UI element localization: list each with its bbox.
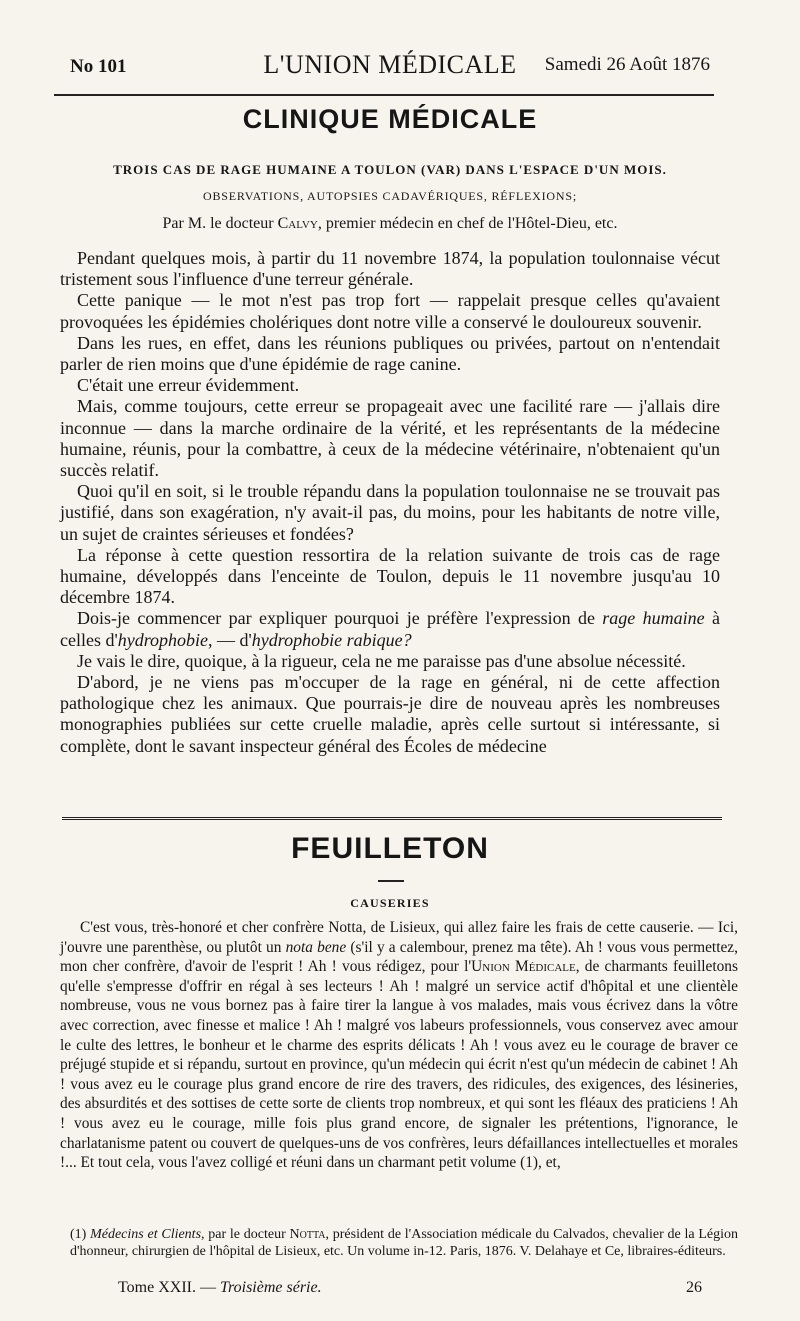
- tome-label: Tome XXII. —: [118, 1279, 220, 1296]
- paragraph: [60, 608, 720, 650]
- paragraph: C'était une erreur évidemment.: [77, 375, 300, 396]
- paragraph: Je vais le dire, quoique, à la rigueur, cela ne me paraisse pas d'une absolue nécessité.: [77, 650, 686, 671]
- author-name: Notta: [289, 1227, 326, 1242]
- footnote-text: [70, 1226, 738, 1260]
- article-subtitle: OBSERVATIONS, AUTOPSIES CADAVÉRIQUES, RÉFLEXIONS;: [203, 189, 577, 203]
- series-label: Troisième série.: [219, 1279, 322, 1296]
- volume-info: [118, 1279, 322, 1297]
- book-title: Médecins et Clients: [90, 1227, 202, 1242]
- italic-term: rage humaine: [602, 608, 705, 629]
- footnote-marker: (1): [70, 1227, 91, 1242]
- text-run: à celles d': [60, 608, 720, 650]
- byline-prefix: Par M. le docteur: [162, 215, 278, 232]
- page-number: 26: [686, 1279, 702, 1296]
- paragraph: D'abord, je ne viens pas m'occuper de la rage en général, ni de cette affection pathologique chez les animaux. Que pourrais-je dire de nouveau après les nombreuses monographies publiées sur cette cruelle maladie, après celle surtout si intéressante, si complète, dont le savant inspecteur général des Écoles de médecine: [60, 672, 720, 756]
- text-run: , par le docteur: [201, 1227, 290, 1242]
- feuilleton-body: [60, 918, 738, 1173]
- title-dash: [378, 880, 404, 882]
- paragraph: La réponse à cette question ressortira de la relation suivante de trois cas de rage humaine, développés dans l'enceinte de Toulon, depuis le 11 novembre jusqu'au 10 décembre 1874.: [60, 544, 720, 608]
- paragraph: Dans les rues, en effet, dans les réunions publiques ou privées, partout on n'entendait parler de rien moins que d'une épidémie de rage canine.: [60, 332, 720, 375]
- paragraph: Cette panique — le mot n'est pas trop fort — rappelait presque celles qu'avaient provoquées les épidémies cholériques dont notre ville a conservé le douloureux souvenir.: [60, 290, 720, 332]
- text-run: , président de l'Association médicale du Calvados, chevalier de la Légion d'honneur, chirurgien de l'hôpital de Lisieux, etc. Un volume in-12. Paris, 1876. V. Delahaye et Ce, libraires-éditeurs.: [70, 1227, 738, 1259]
- section-title: CLINIQUE MÉDICALE: [242, 104, 538, 134]
- text-run: , — d': [208, 629, 252, 650]
- journal-title: L'UNION MÉDICALE: [263, 50, 517, 79]
- feuilleton-title: FEUILLETON: [291, 832, 489, 865]
- feuilleton-rule: [62, 817, 722, 821]
- article-byline: [60, 215, 720, 233]
- text-run: , de charmants feuilletons qu'elle s'empresse d'offrir en régal à ses lecteurs ! Ah ! malgré un service actif d'hôpital et une clientèle nombreuse, vous ne vous bornez pas à faire tirer la langue à vos malades, mais vous écrivez dans la vôtre avec correction, avec finesse et malice ! Ah ! malgré vos labeurs professionnels, vous conservez avec amour le culte des lettres, le bonheur et le charme des esprits délicats ! Ah ! vous avez eu le courage de braver ce préjugé stupide et si répandu, surtout en province, qu'un médecin qui écrit n'est qu'un médecin de cabinet ! Ah ! vous avez eu le courage plus grand encore de rire des travers, des ridicules, des exigences, des lésineries, des absurdités et des sottises de cette sorte de clients trop nombreux, et qui sont les fléaux des praticiens ! Ah ! vous avez eu le courage, mille fois plus grand encore, de signaler les prétentions, l'ignorance, le charlatanisme patent ou couvert de quelques-uns de vos confrères, leurs défaillances intellectuelles et morales !... Et tout cela, vous l'avez colligé et réuni dans un charmant petit volume (1), et,: [60, 958, 738, 1172]
- page-header: [70, 50, 710, 86]
- text-run: Dois-je commencer par expliquer pourquoi je préfère l'expression de: [77, 608, 603, 629]
- text-run: (s'il y a calembour, prenez ma tête). Ah ! vous vous permettez, mon cher confrère, d'avoir de l'esprit ! Ah ! vous rédigez, pour l': [60, 938, 738, 976]
- italic-term: nota bene: [285, 938, 347, 956]
- italic-term: hydrophobie rabique?: [251, 629, 412, 650]
- author-name: Calvy: [277, 215, 318, 232]
- italic-term: hydrophobie: [117, 629, 209, 650]
- header-rule: [54, 94, 714, 96]
- article-title: TROIS CAS DE RAGE HUMAINE A TOULON (VAR) DANS L'ESPACE D'UN MOIS.: [113, 162, 667, 177]
- paragraph: Quoi qu'il en soit, si le trouble répandu dans la population toulonnaise ne se trouvait pas justifié, dans son exagération, n'y avait-il pas, du moins, pour les habitants de notre ville, un sujet de craintes sérieuses et fondées?: [60, 481, 720, 544]
- byline-suffix: , premier médecin en chef de l'Hôtel-Dieu, etc.: [317, 215, 618, 232]
- footnote: [70, 1226, 738, 1260]
- text-run: C'est vous, très-honoré et cher confrère Notta, de Lisieux, qui allez faire les frais de cette causerie. — Ici, j'ouvre une parenthèse, ou plutôt un: [60, 919, 738, 956]
- paragraph: [60, 918, 738, 1173]
- paragraph: Pendant quelques mois, à partir du 11 novembre 1874, la population toulonnaise vécut tristement sous l'influence d'une terreur générale.: [60, 248, 720, 290]
- journal-name: Union Médicale: [471, 958, 576, 976]
- issue-date: Samedi 26 Août 1876: [544, 54, 710, 75]
- issue-number: No 101: [70, 56, 127, 77]
- feuilleton-subtitle: CAUSERIES: [350, 896, 430, 910]
- article-body: [60, 248, 720, 757]
- paragraph: Mais, comme toujours, cette erreur se propageait avec une facilité rare — j'allais dire inconnue — dans la marche ordinaire de la vérité, et les représentants de la médecine humaine, réunis, pour la combattre, à ceux de la médecine vétérinaire, n'obtenaient qu'un succès relatif.: [60, 396, 720, 481]
